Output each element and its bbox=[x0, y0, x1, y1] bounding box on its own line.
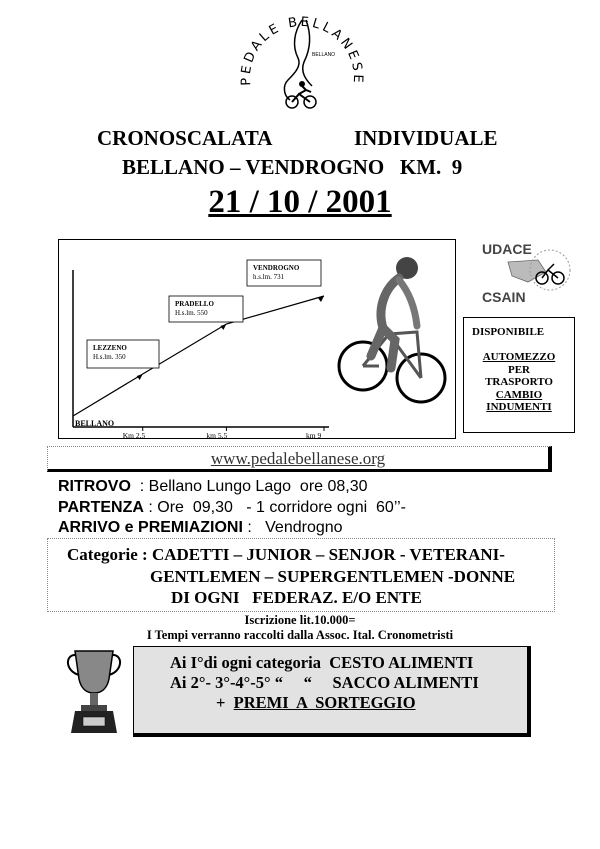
ritrovo-label: RITROVO bbox=[58, 478, 131, 495]
partenza-label: PARTENZA bbox=[58, 499, 144, 516]
udace-csain-logo bbox=[468, 238, 578, 308]
x-tick-label: Km 2,5 bbox=[122, 431, 146, 440]
logo-arc-text: PEDALE BELLANESE bbox=[238, 14, 366, 86]
prize-line3-raffle: PREMI A SORTEGGIO bbox=[233, 693, 416, 712]
available-details bbox=[464, 351, 574, 414]
categories-line1: Categorie : CADETTI – JUNIOR – SENJOR - VETERANI- bbox=[67, 545, 505, 564]
event-date bbox=[0, 184, 600, 221]
available-line4: TRASPORTO bbox=[485, 376, 553, 388]
partenza-value: : Ore 09,30 - 1 corridore ogni 60’’- bbox=[143, 499, 406, 516]
prize-line3 bbox=[216, 693, 416, 713]
title-left: CRONOSCALATA bbox=[97, 126, 273, 150]
arrivo-value: : Vendrogno bbox=[242, 519, 343, 536]
point-name: VENDROGNO bbox=[253, 264, 300, 272]
elevation-point-marker bbox=[137, 374, 143, 380]
date-text: 21 / 10 / 2001 bbox=[208, 184, 392, 220]
categories-line3: DI OGNI FEDERAZ. E/O ENTE bbox=[171, 588, 422, 607]
elevation-chart bbox=[58, 239, 456, 439]
club-logo bbox=[232, 6, 372, 116]
logo-inner-text: BELLANO bbox=[312, 52, 336, 58]
transport-notice bbox=[463, 317, 575, 433]
available-line2: AUTOMEZZO bbox=[482, 351, 556, 363]
prize-line3-prefix: + bbox=[216, 693, 234, 712]
point-name: LEZZENO bbox=[93, 344, 127, 352]
website-banner bbox=[47, 446, 552, 472]
ritrovo-value: : Bellano Lungo Lago ore 08,30 bbox=[130, 478, 368, 495]
available-title: DISPONIBILE bbox=[472, 326, 545, 338]
available-line3: PER bbox=[508, 363, 530, 376]
x-tick-label: km 5,5 bbox=[206, 431, 228, 440]
website-link[interactable]: www.pedalebellanese.org bbox=[210, 449, 386, 468]
prizes-box bbox=[133, 646, 531, 737]
point-altitude: H.s.lm. 550 bbox=[175, 309, 208, 317]
arrivo-line bbox=[58, 519, 343, 537]
x-tick-label: km 9 bbox=[306, 431, 322, 440]
partenza-line bbox=[58, 499, 406, 517]
point-label-start: BELLANO bbox=[75, 419, 115, 428]
available-line6: INDUMENTI bbox=[486, 401, 552, 413]
ritrovo-line bbox=[58, 478, 368, 496]
prize-line1: Ai I°di ogni categoria CESTO ALIMENTI bbox=[170, 653, 474, 672]
available-line5: CAMBIO bbox=[495, 388, 543, 401]
categories-line2: GENTLEMEN – SUPERGENTLEMEN -DONNE bbox=[150, 567, 516, 586]
prize-line2: Ai 2°- 3°-4°-5° “ “ SACCO ALIMENTI bbox=[170, 673, 479, 692]
elevation-point-marker bbox=[220, 324, 226, 330]
udace-text: UDACE bbox=[482, 241, 532, 257]
categories-box bbox=[47, 538, 555, 612]
cyclist-illustration bbox=[339, 257, 445, 402]
point-name: PRADELLO bbox=[175, 300, 214, 308]
csain-text: CSAIN bbox=[482, 289, 526, 305]
title-right: INDIVIDUALE bbox=[354, 126, 498, 150]
point-altitude: H.s.lm. 350 bbox=[93, 353, 126, 361]
trophy-icon bbox=[63, 645, 125, 735]
arrivo-label: ARRIVO e PREMIAZIONI bbox=[58, 519, 243, 536]
elevation-chart-svg bbox=[59, 240, 457, 440]
timing-note: I Tempi verranno raccolti dalla Assoc. Ital. Cronometristi bbox=[146, 628, 454, 642]
registration-fee: Iscrizione lit.10.000= bbox=[244, 613, 356, 627]
point-altitude: h.s.lm. 731 bbox=[253, 273, 285, 281]
route-text: BELLANO – VENDROGNO KM. 9 bbox=[122, 155, 463, 179]
